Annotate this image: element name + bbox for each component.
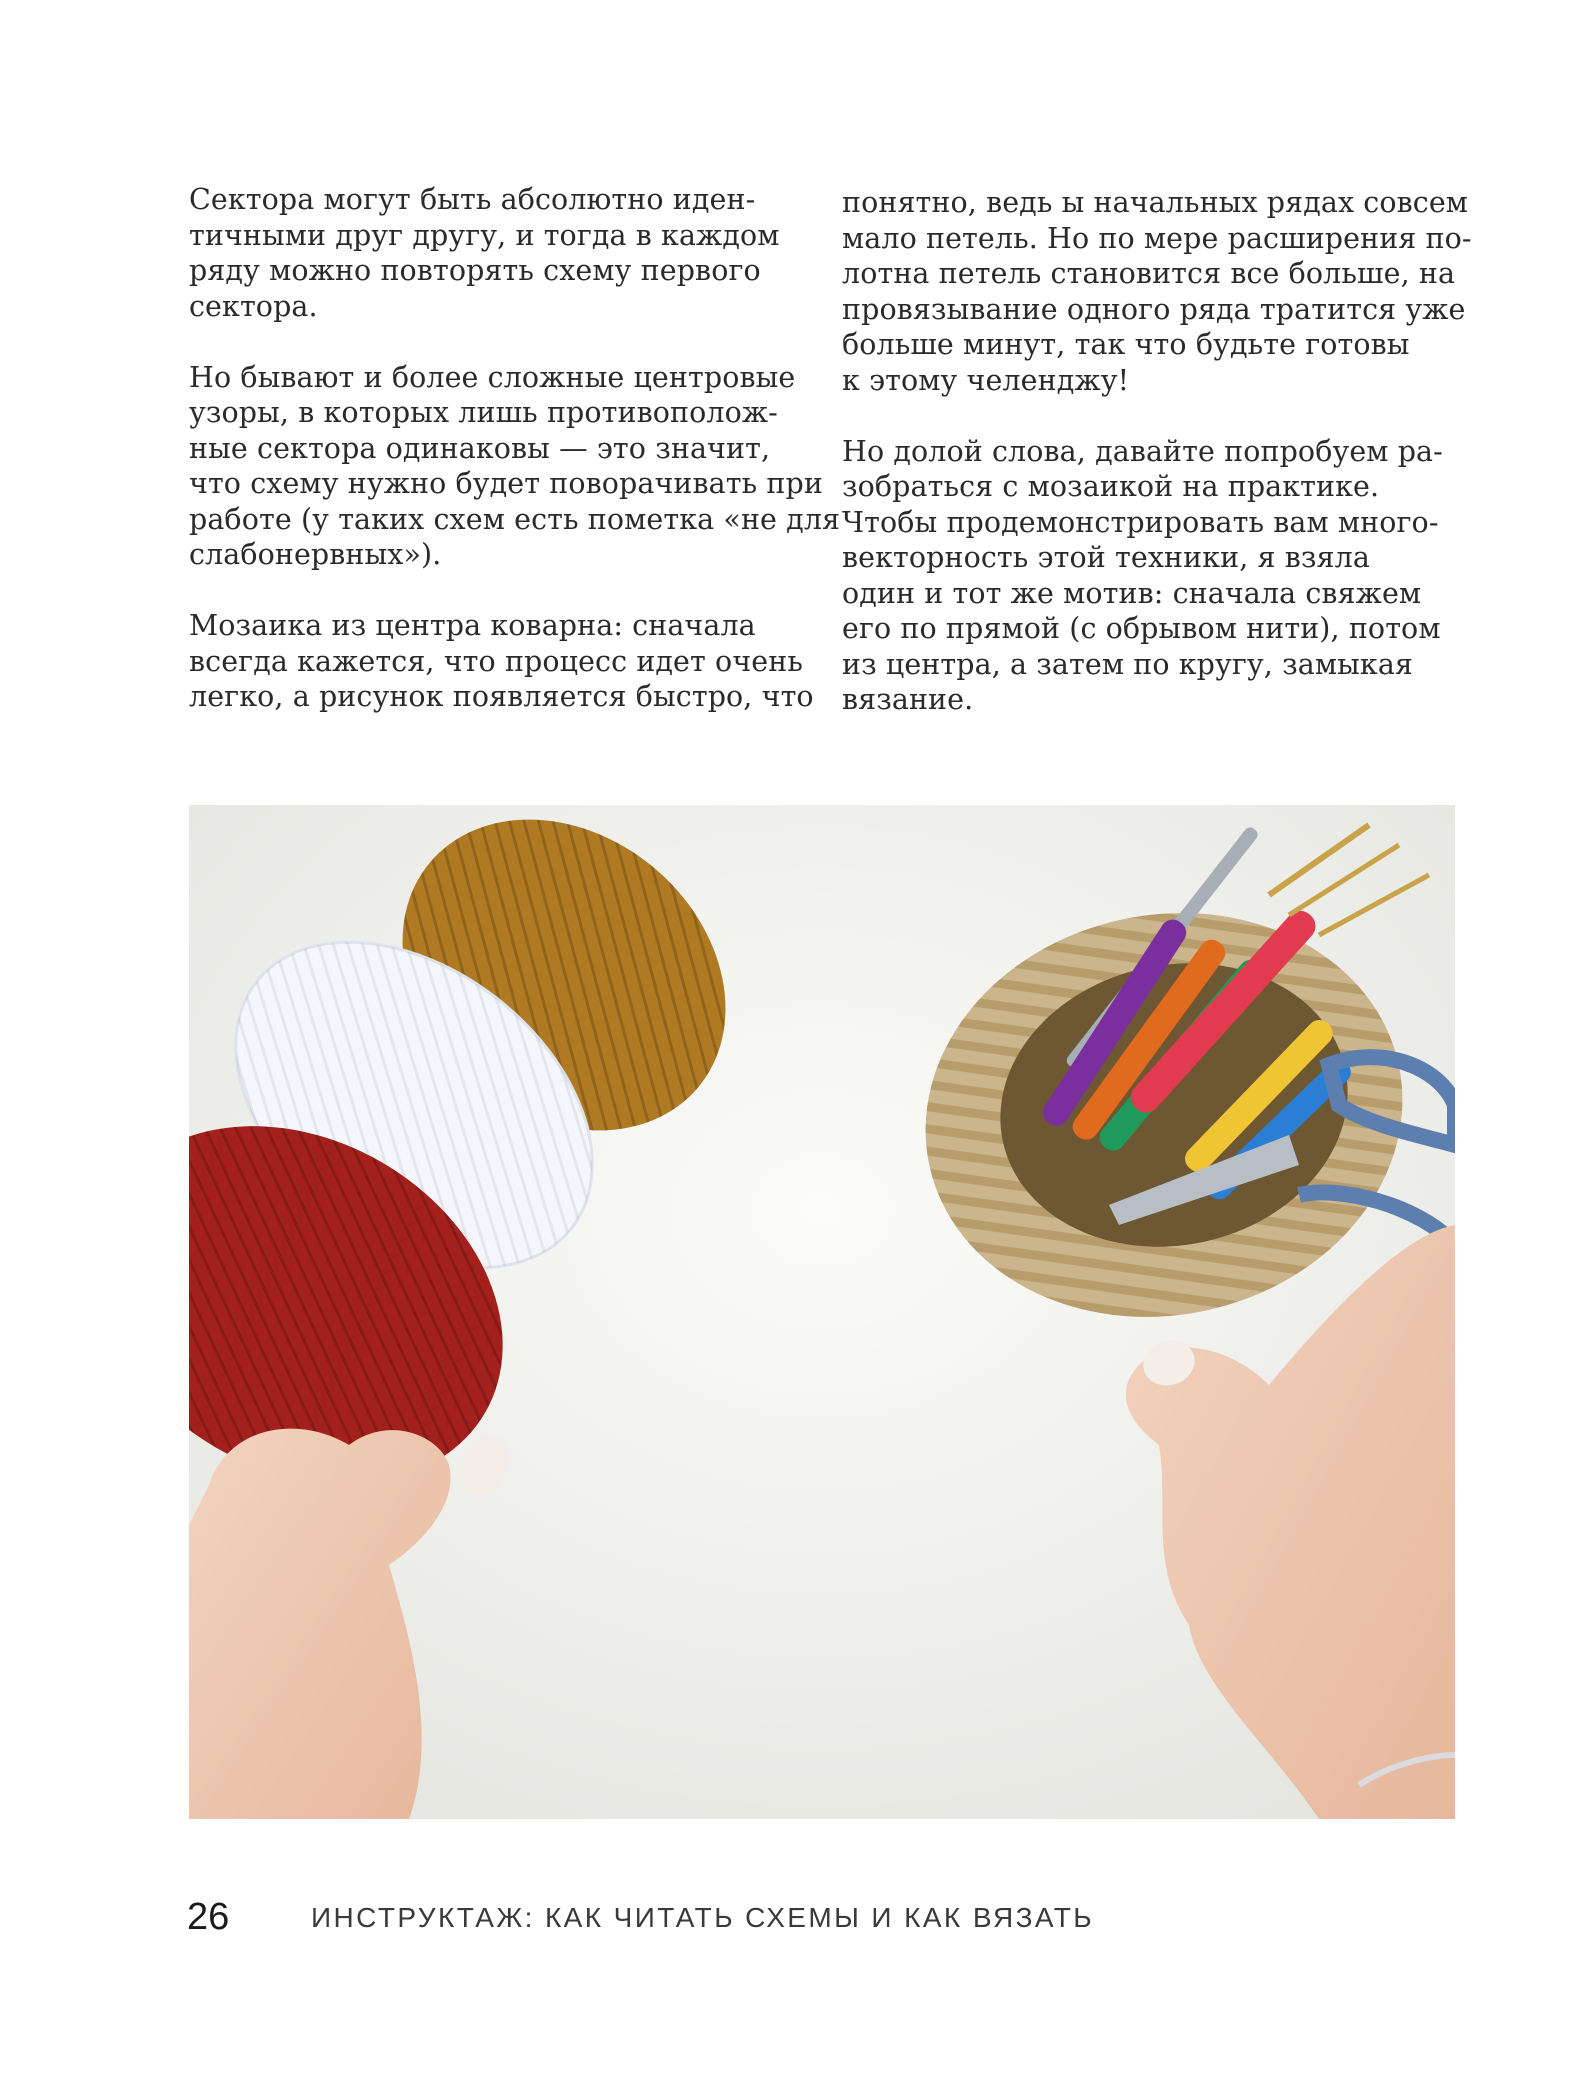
text-line: работе (у таких схем есть пометка «не для — [189, 502, 841, 536]
text-line: всегда кажется, что процесс идет очень — [189, 644, 803, 678]
text-line: Но долой слова, давайте попробуем ра- — [842, 434, 1443, 468]
text-line: один и тот же мотив: сначала свяжем — [842, 576, 1422, 610]
right-paragraph-1 — [842, 185, 1472, 398]
page-number: 26 — [187, 1896, 230, 1938]
text-line: провязывание одного ряда тратится уже — [842, 292, 1466, 326]
text-line: мало петель. Но по мере расширения по- — [842, 221, 1472, 255]
text-line: Мозаика из центра коварна: сначала — [189, 609, 756, 642]
yarn-photo — [189, 805, 1455, 1819]
left-paragraph-1 — [189, 182, 809, 324]
text-line: узоры, в которых лишь противополож- — [189, 396, 778, 429]
left-column — [189, 182, 841, 750]
text-line: его по прямой (с обрывом нити), потом — [842, 612, 1441, 645]
text-line: Сектора могут быть абсолютно иден- — [189, 183, 756, 216]
text-line: легко, а рисунок появляется быстро, что — [189, 680, 814, 713]
text-line: из центра, а затем по кругу, замыкая — [842, 647, 1413, 681]
text-line: что схему нужно будет поворачивать при — [189, 467, 823, 500]
text-line: тичными друг другу, и тогда в каждом — [189, 218, 780, 252]
text-line: ные сектора одинаковы — это значит, — [189, 431, 771, 465]
text-line: лотна петель становится все больше, на — [842, 257, 1456, 290]
text-line: векторность этой техники, я взяла — [842, 541, 1370, 574]
text-line: сектора. — [189, 289, 318, 323]
yarn-photo-illustration — [189, 805, 1455, 1819]
text-line: вязание. — [842, 683, 974, 716]
text-line: ряду можно повторять схему первого — [189, 254, 761, 287]
chapter-title: ИНСТРУКТАЖ: КАК ЧИТАТЬ СХЕМЫ И КАК ВЯЗАТЬ — [311, 1902, 1095, 1933]
text-line: Но бывают и более сложные центровые — [189, 360, 796, 394]
text-line: к этому челенджу! — [842, 363, 1130, 397]
text-line: понятно, ведь ы начальных рядах совсем — [842, 186, 1469, 219]
text-line: слабонервных»). — [189, 538, 442, 571]
right-column — [842, 185, 1472, 753]
right-paragraph-2 — [842, 434, 1462, 718]
left-paragraph-3 — [189, 608, 814, 715]
left-paragraph-2 — [189, 360, 841, 573]
text-line: зобраться с мозаикой на практике. — [842, 470, 1380, 503]
text-line: Чтобы продемонстрировать вам много- — [842, 505, 1439, 539]
text-line: больше минут, так что будьте готовы — [842, 328, 1410, 361]
